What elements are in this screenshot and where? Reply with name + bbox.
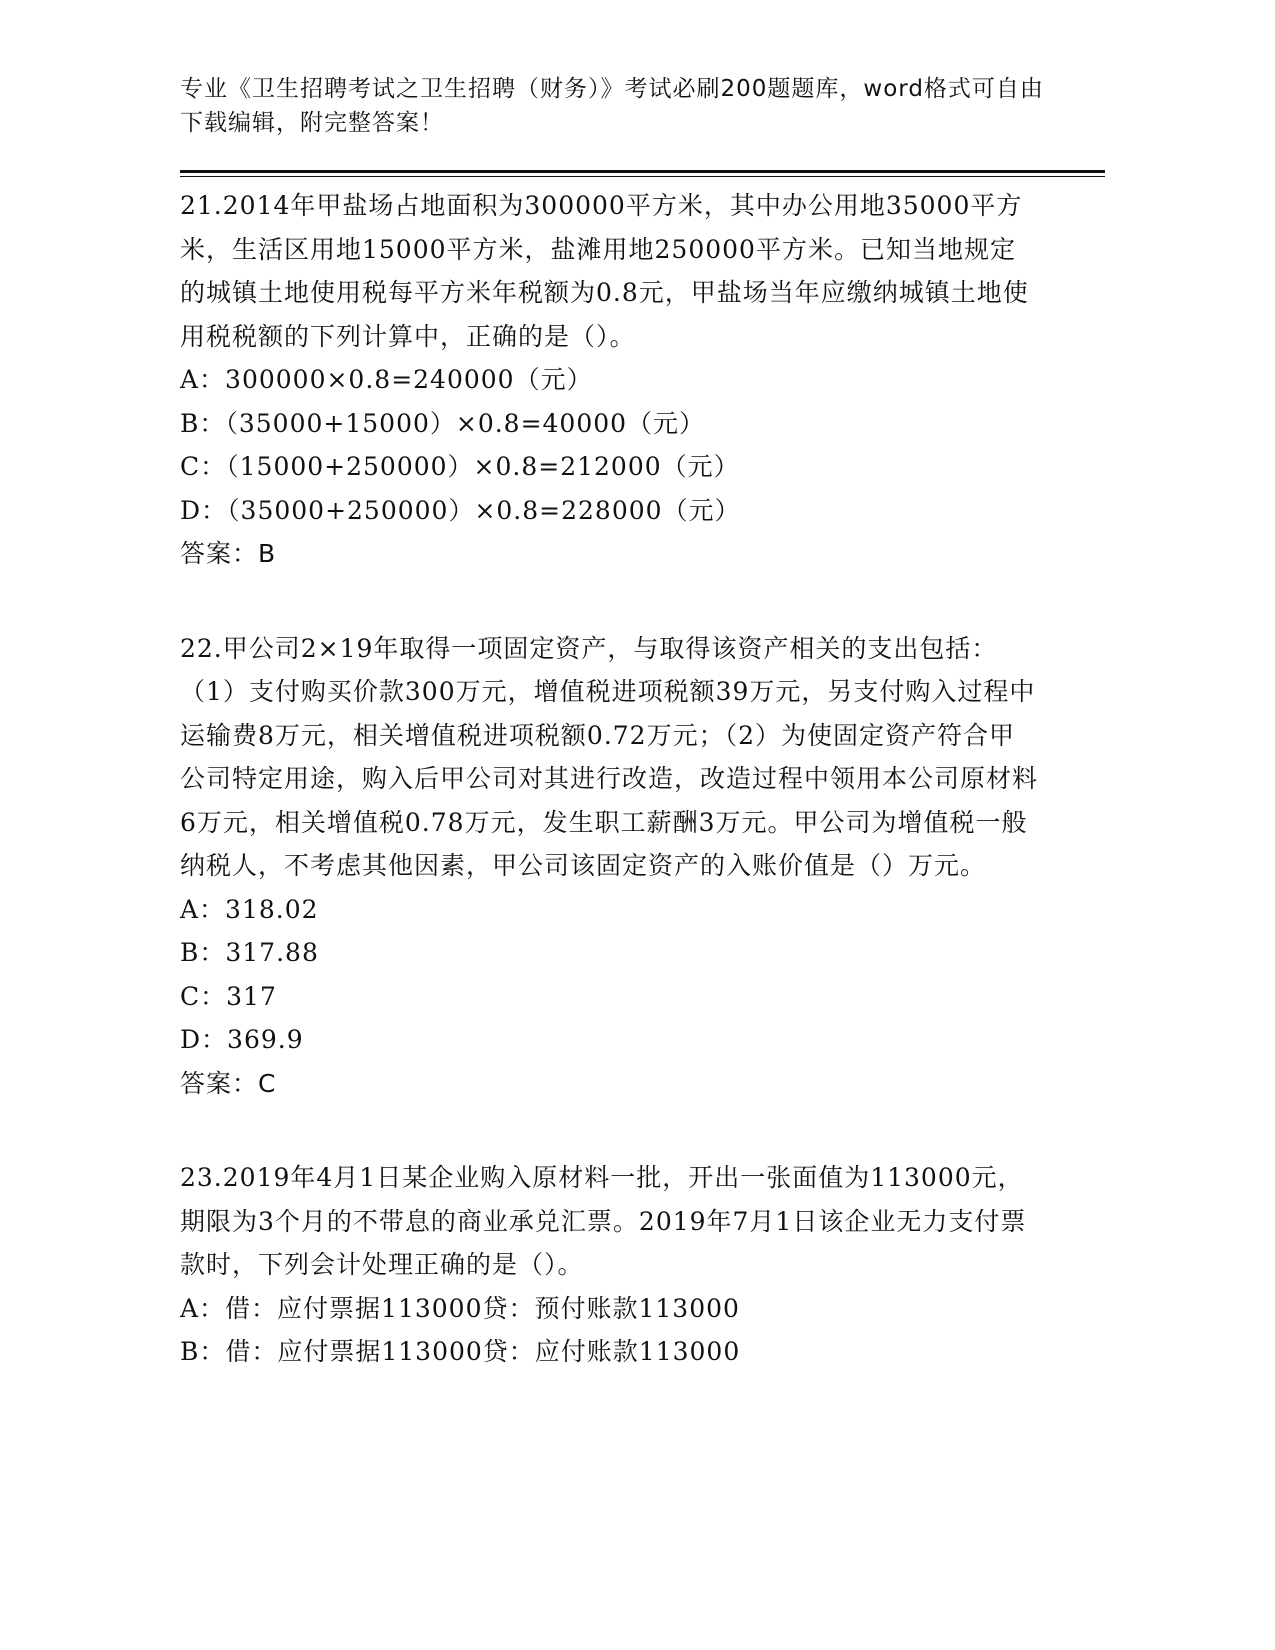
- option-a: A：300000×0.8=240000（元）: [180, 365, 593, 394]
- page-header: 专业《卫生招聘考试之卫生招聘（财务）》考试必刷200题题库，word格式可自由下载编辑，附完整答案！: [180, 76, 1044, 136]
- header-divider-thick: [180, 170, 1105, 173]
- question-stem: 23.2019年4月1日某企业购入原材料一批，开出一张面值为113000元，期限为3个月的不带息的商业承兑汇票。2019年7月1日该企业无力支付票款时，下列会计处理正确的是（）。: [180, 1163, 1027, 1279]
- option-c: C：（15000+250000）×0.8=212000（元）: [180, 452, 740, 481]
- option-d: D：369.9: [180, 1025, 304, 1054]
- answer-label: 答案：B: [180, 539, 277, 568]
- question-23: [180, 1156, 1040, 1374]
- option-b: B：（35000+15000）×0.8=40000（元）: [180, 408, 706, 438]
- option-d: D：（35000+250000）×0.8=228000（元）: [180, 495, 741, 525]
- header-divider-thin: [180, 176, 1105, 177]
- answer-label: 答案：C: [180, 1068, 277, 1098]
- question-stem: 22.甲公司2×19年取得一项固定资产，与取得该资产相关的支出包括：（1）支付购买价款300万元，增值税进项税额39万元，另支付购入过程中运输费8万元，相关增值税进项税额0.72万元；（2）为使固定资产符合甲公司特定用途，购入后甲公司对其进行改造，改造过程中领用本公司原材料6万元，相关增值税0.78万元，发生职工薪酬3万元。甲公司为增值税一般纳税人，不考虑其他因素，甲公司该固定资产的入账价值是（）万元。: [180, 633, 1039, 880]
- option-c: C：317: [180, 981, 277, 1011]
- option-a: A：318.02: [180, 894, 319, 924]
- question-22: [180, 627, 1040, 1106]
- question-21: [180, 184, 1040, 576]
- question-stem: 21.2014年甲盐场占地面积为300000平方米，其中办公用地35000平方米，生活区用地15000平方米，盐滩用地250000平方米。已知当地规定的城镇土地使用税每平方米年税额为0.8元，甲盐场当年应缴纳城镇土地使用税税额的下列计算中，正确的是（）。: [180, 191, 1029, 351]
- question-list: [180, 184, 1040, 1425]
- option-b: B：317.88: [180, 938, 319, 967]
- option-a: A：借：应付票据113000贷：预付账款113000: [180, 1293, 740, 1323]
- option-b: B：借：应付票据113000贷：应付账款113000: [180, 1337, 741, 1366]
